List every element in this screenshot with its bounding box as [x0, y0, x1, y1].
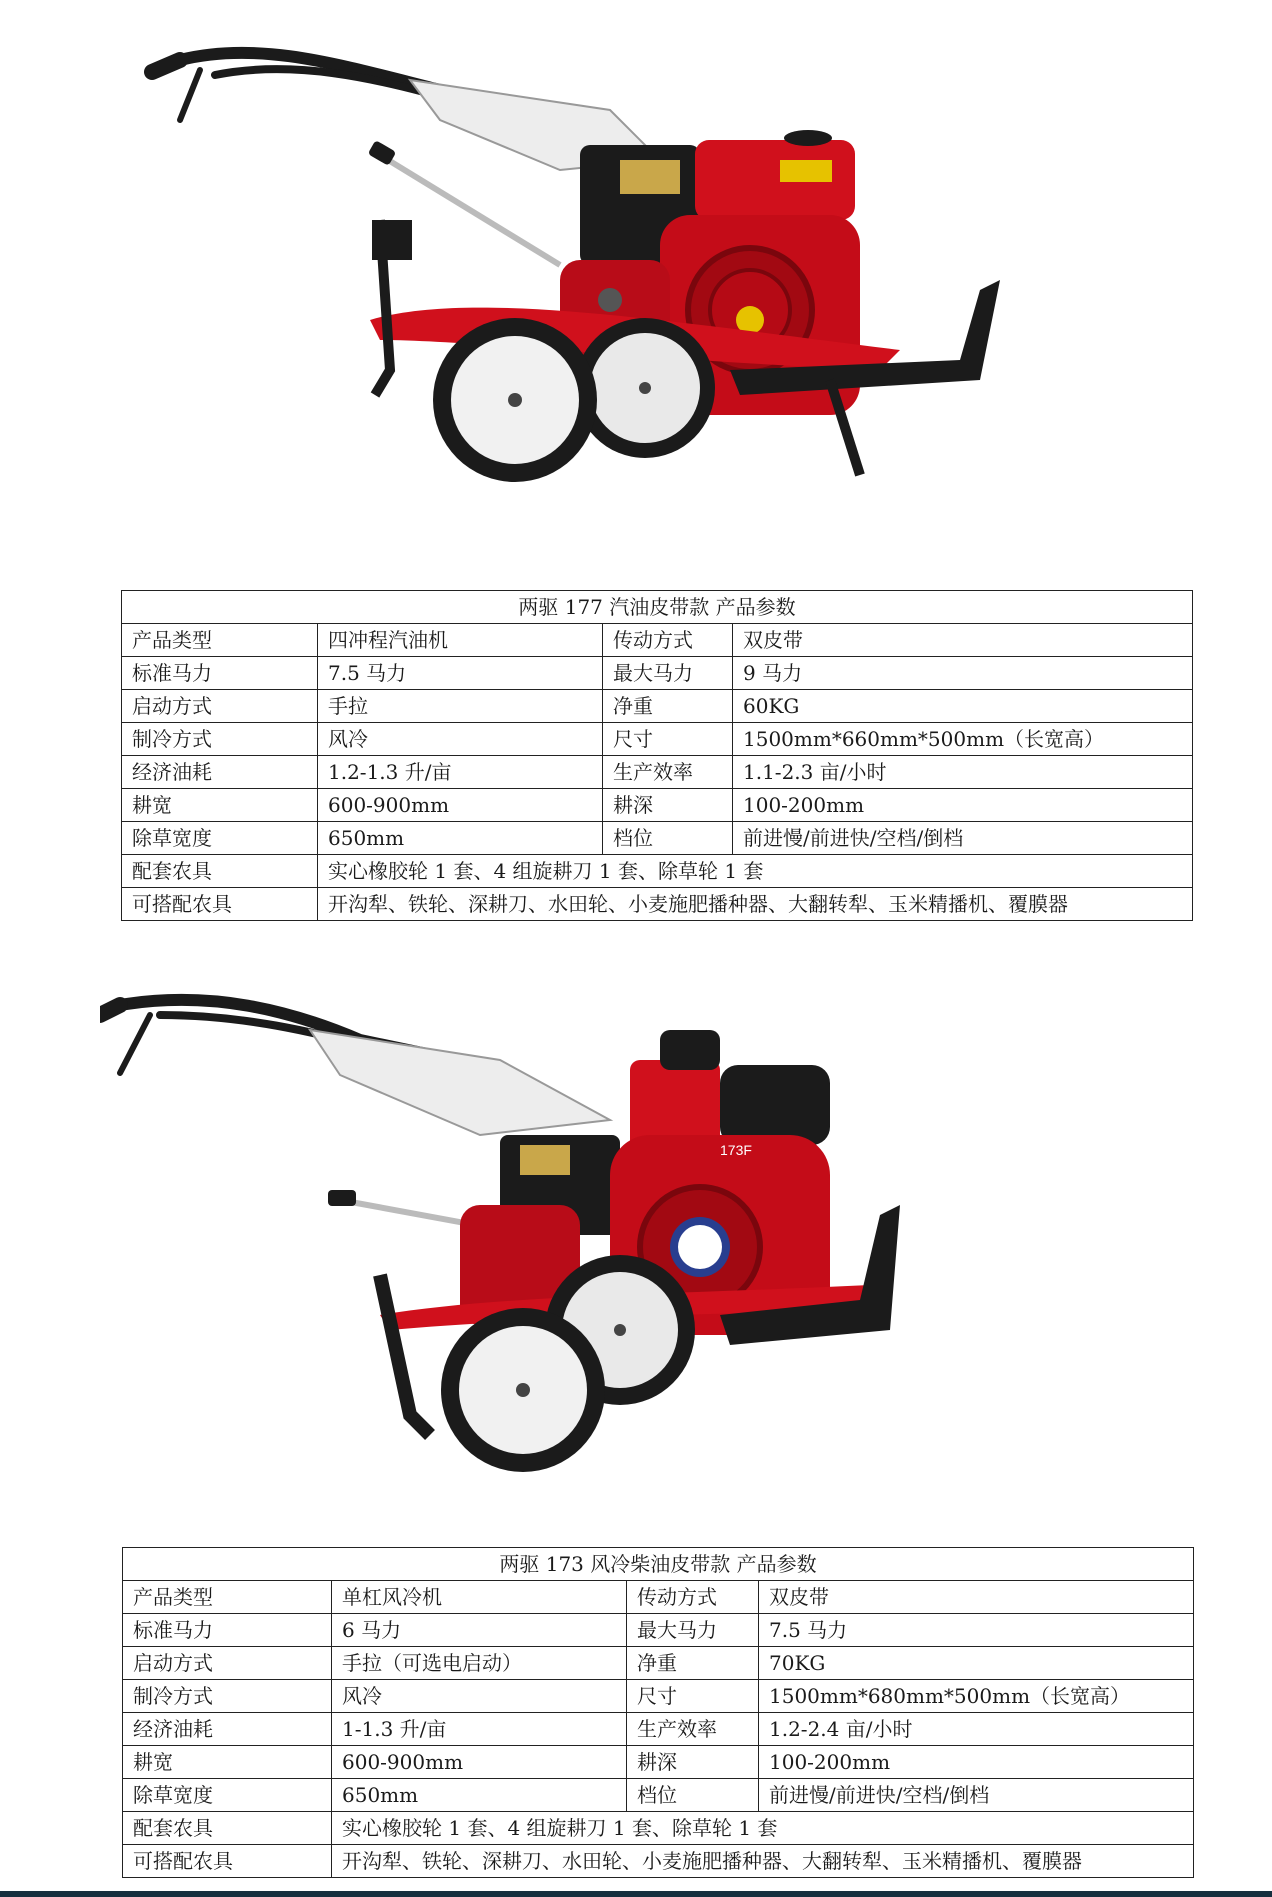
spec-value: 风冷: [318, 723, 603, 756]
spec-value: 双皮带: [733, 624, 1193, 657]
spec-label: 净重: [627, 1647, 759, 1680]
table-title: 两驱 177 汽油皮带款 产品参数: [122, 591, 1193, 624]
spec-label: 产品类型: [123, 1581, 332, 1614]
spec-value: 60KG: [733, 690, 1193, 723]
spec-label: 耕宽: [123, 1746, 332, 1779]
spec-label: 经济油耗: [123, 1713, 332, 1746]
spec-label: 传动方式: [627, 1581, 759, 1614]
table-row: [123, 1746, 1194, 1779]
wheel-front: [441, 1308, 605, 1472]
table-row: [122, 657, 1193, 690]
spec-label: 档位: [627, 1779, 759, 1812]
spec-label: 制冷方式: [122, 723, 318, 756]
gasoline-tiller-image: [140, 20, 1020, 580]
spec-value: 双皮带: [759, 1581, 1194, 1614]
table-row: [123, 1713, 1194, 1746]
spec-label: 标准马力: [122, 657, 318, 690]
spec-label: 生产效率: [603, 756, 733, 789]
air-filter: [720, 1065, 830, 1145]
spec-value: 开沟犁、铁轮、深耕刀、水田轮、小麦施肥播种器、大翻转犁、玉米精播机、覆膜器: [318, 888, 1193, 921]
spec-label: 净重: [603, 690, 733, 723]
table-row: [122, 624, 1193, 657]
belt-cover: [310, 1030, 610, 1135]
spec-label: 耕深: [603, 789, 733, 822]
table-row: [123, 1680, 1194, 1713]
spec-value: 1500mm*660mm*500mm（长宽高）: [733, 723, 1193, 756]
engine-model-badge: 173F: [720, 1142, 752, 1158]
table-row: [123, 1845, 1194, 1878]
spec-value: 1.2-1.3 升/亩: [318, 756, 603, 789]
spec-label: 尺寸: [603, 723, 733, 756]
spec-label: 可搭配农具: [122, 888, 318, 921]
spec-label: 除草宽度: [123, 1779, 332, 1812]
wheel-front: [433, 318, 597, 482]
table-row: [123, 1581, 1194, 1614]
spec-label: 最大马力: [627, 1614, 759, 1647]
bottom-border: [0, 1891, 1272, 1897]
spec-label: 耕深: [627, 1746, 759, 1779]
spec-value: 650mm: [318, 822, 603, 855]
table-row: [123, 1812, 1194, 1845]
table-row: [122, 690, 1193, 723]
spec-label: 档位: [603, 822, 733, 855]
spec-table-177: [121, 590, 1193, 921]
spec-value: 6 马力: [332, 1614, 627, 1647]
spec-label: 配套农具: [122, 855, 318, 888]
spec-value: 实心橡胶轮 1 套、4 组旋耕刀 1 套、除草轮 1 套: [318, 855, 1193, 888]
spec-label: 除草宽度: [122, 822, 318, 855]
table-row: [122, 789, 1193, 822]
spec-value: 手拉（可选电启动）: [332, 1647, 627, 1680]
spec-label: 可搭配农具: [123, 1845, 332, 1878]
spec-label: 耕宽: [122, 789, 318, 822]
spec-value: 开沟犁、铁轮、深耕刀、水田轮、小麦施肥播种器、大翻转犁、玉米精播机、覆膜器: [332, 1845, 1194, 1878]
spec-label: 传动方式: [603, 624, 733, 657]
spec-value: 7.5 马力: [318, 657, 603, 690]
table-row: [123, 1614, 1194, 1647]
spec-value: 单杠风冷机: [332, 1581, 627, 1614]
spec-label: 产品类型: [122, 624, 318, 657]
spec-value: 600-900mm: [318, 789, 603, 822]
spec-value: 1.1-2.3 亩/小时: [733, 756, 1193, 789]
spec-label: 尺寸: [627, 1680, 759, 1713]
depth-bar: [380, 1275, 430, 1435]
spec-label: 生产效率: [627, 1713, 759, 1746]
spec-label: 经济油耗: [122, 756, 318, 789]
spec-value: 100-200mm: [759, 1746, 1194, 1779]
spec-value: 70KG: [759, 1647, 1194, 1680]
spec-value: 1-1.3 升/亩: [332, 1713, 627, 1746]
spec-value: 1.2-2.4 亩/小时: [759, 1713, 1194, 1746]
spec-label: 标准马力: [123, 1614, 332, 1647]
spec-value: 前进慢/前进快/空档/倒档: [759, 1779, 1194, 1812]
spec-label: 启动方式: [122, 690, 318, 723]
spec-value: 600-900mm: [332, 1746, 627, 1779]
spec-value: 手拉: [318, 690, 603, 723]
spec-label: 制冷方式: [123, 1680, 332, 1713]
spec-value: 650mm: [332, 1779, 627, 1812]
spec-value: 7.5 马力: [759, 1614, 1194, 1647]
diesel-tiller-image: [100, 985, 980, 1525]
table-row: [122, 888, 1193, 921]
table-row: [122, 822, 1193, 855]
spec-value: 100-200mm: [733, 789, 1193, 822]
table-title-row: [122, 591, 1193, 624]
table-row: [122, 723, 1193, 756]
spec-label: 配套农具: [123, 1812, 332, 1845]
spec-label: 启动方式: [123, 1647, 332, 1680]
spec-value: 前进慢/前进快/空档/倒档: [733, 822, 1193, 855]
spec-value: 1500mm*680mm*500mm（长宽高）: [759, 1680, 1194, 1713]
table-row: [122, 756, 1193, 789]
spec-value: 实心橡胶轮 1 套、4 组旋耕刀 1 套、除草轮 1 套: [332, 1812, 1194, 1845]
spec-value: 风冷: [332, 1680, 627, 1713]
table-row: [123, 1647, 1194, 1680]
table-row: [122, 855, 1193, 888]
table-title-row: [123, 1548, 1194, 1581]
spec-label: 最大马力: [603, 657, 733, 690]
spec-value: 四冲程汽油机: [318, 624, 603, 657]
table-row: [123, 1779, 1194, 1812]
table-title: 两驱 173 风冷柴油皮带款 产品参数: [123, 1548, 1194, 1581]
spec-value: 9 马力: [733, 657, 1193, 690]
spec-table-173: [122, 1547, 1194, 1878]
